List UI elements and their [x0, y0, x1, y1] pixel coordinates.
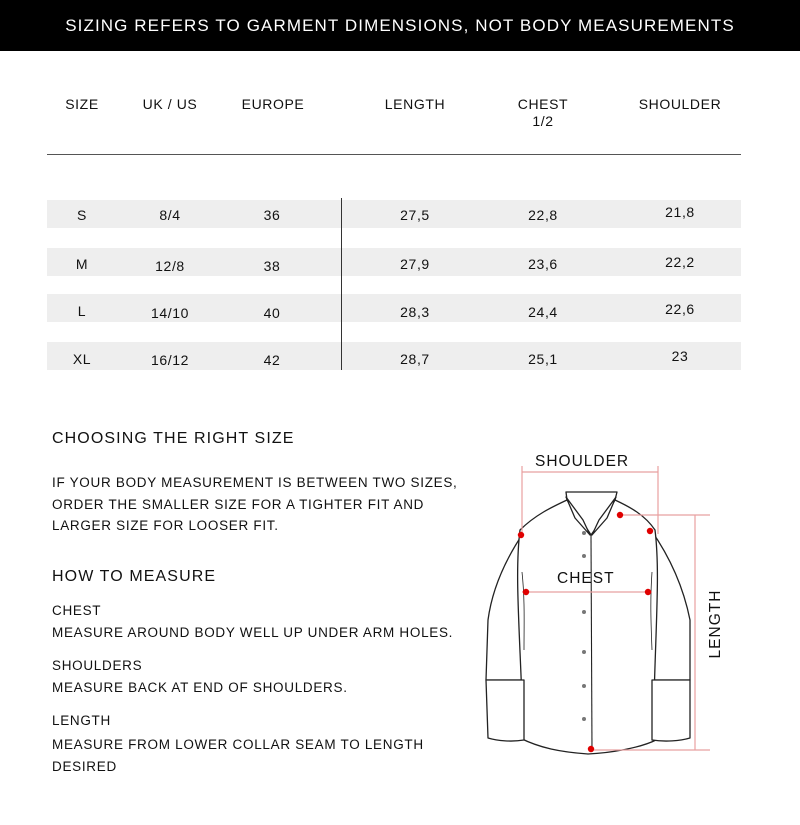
cell-ukus: 16/12 [150, 352, 190, 368]
length-label: LENGTH [52, 713, 111, 728]
choosing-line: ORDER THE SMALLER SIZE FOR A TIGHTER FIT AND [52, 496, 425, 512]
cell-chest: 24,4 [528, 304, 558, 320]
column-divider [341, 198, 342, 370]
shoulders-text: MEASURE BACK AT END OF SHOULDERS. [52, 680, 348, 695]
length-text [52, 734, 424, 777]
cell-length: 28,7 [400, 351, 430, 367]
cell-size: XL [72, 351, 92, 367]
cell-europe: 36 [263, 207, 281, 223]
chest-label: CHEST [52, 603, 102, 618]
choosing-size-text [52, 472, 458, 537]
length-line: MEASURE FROM LOWER COLLAR SEAM TO LENGTH [52, 737, 424, 752]
length-line: DESIRED [52, 758, 117, 774]
header-ukus: UK / US [142, 96, 198, 112]
length-measure-label: LENGTH [707, 589, 724, 659]
header-length: LENGTH [384, 96, 446, 112]
header-shoulder: SHOULDER [638, 96, 722, 112]
cell-length: 28,3 [400, 304, 430, 320]
shirt-illustration [470, 440, 800, 820]
choosing-line: IF YOUR BODY MEASUREMENT IS BETWEEN TWO SIZES, [52, 475, 458, 490]
cell-length: 27,9 [400, 256, 430, 272]
cell-length: 27,5 [400, 207, 430, 223]
cell-chest: 22,8 [528, 207, 558, 223]
cell-chest: 25,1 [528, 351, 558, 367]
cell-europe: 40 [263, 305, 281, 321]
header-divider [47, 154, 741, 155]
choosing-size-heading: CHOOSING THE RIGHT SIZE [52, 430, 295, 447]
cell-chest: 23,6 [528, 256, 558, 272]
shirt-measurement-diagram [470, 440, 800, 820]
choosing-line: LARGER SIZE FOR LOOSER FIT. [52, 518, 279, 533]
cell-ukus: 12/8 [155, 258, 185, 274]
cell-size: M [75, 256, 89, 272]
sizing-banner: SIZING REFERS TO GARMENT DIMENSIONS, NOT BODY MEASUREMENTS [0, 0, 800, 51]
header-size: SIZE [65, 96, 99, 112]
header-europe: EUROPE [241, 96, 305, 112]
chest-measure-label: CHEST [557, 570, 615, 587]
header-chest: CHEST 1/2 [517, 96, 569, 129]
cell-europe: 42 [263, 352, 281, 368]
cell-ukus: 14/10 [150, 305, 190, 321]
shoulders-label: SHOULDERS [52, 658, 143, 673]
cell-size: L [77, 303, 87, 319]
cell-size: S [77, 207, 87, 223]
cell-shoulder: 23 [671, 348, 689, 364]
cell-shoulder: 21,8 [665, 204, 695, 220]
cell-ukus: 8/4 [159, 207, 181, 223]
shoulder-measure-label: SHOULDER [535, 453, 630, 470]
how-to-measure-heading: HOW TO MEASURE [52, 568, 217, 585]
chest-text: MEASURE AROUND BODY WELL UP UNDER ARM HOLES. [52, 625, 454, 640]
cell-shoulder: 22,2 [665, 254, 695, 270]
cell-shoulder: 22,6 [665, 301, 695, 317]
cell-europe: 38 [263, 258, 281, 274]
